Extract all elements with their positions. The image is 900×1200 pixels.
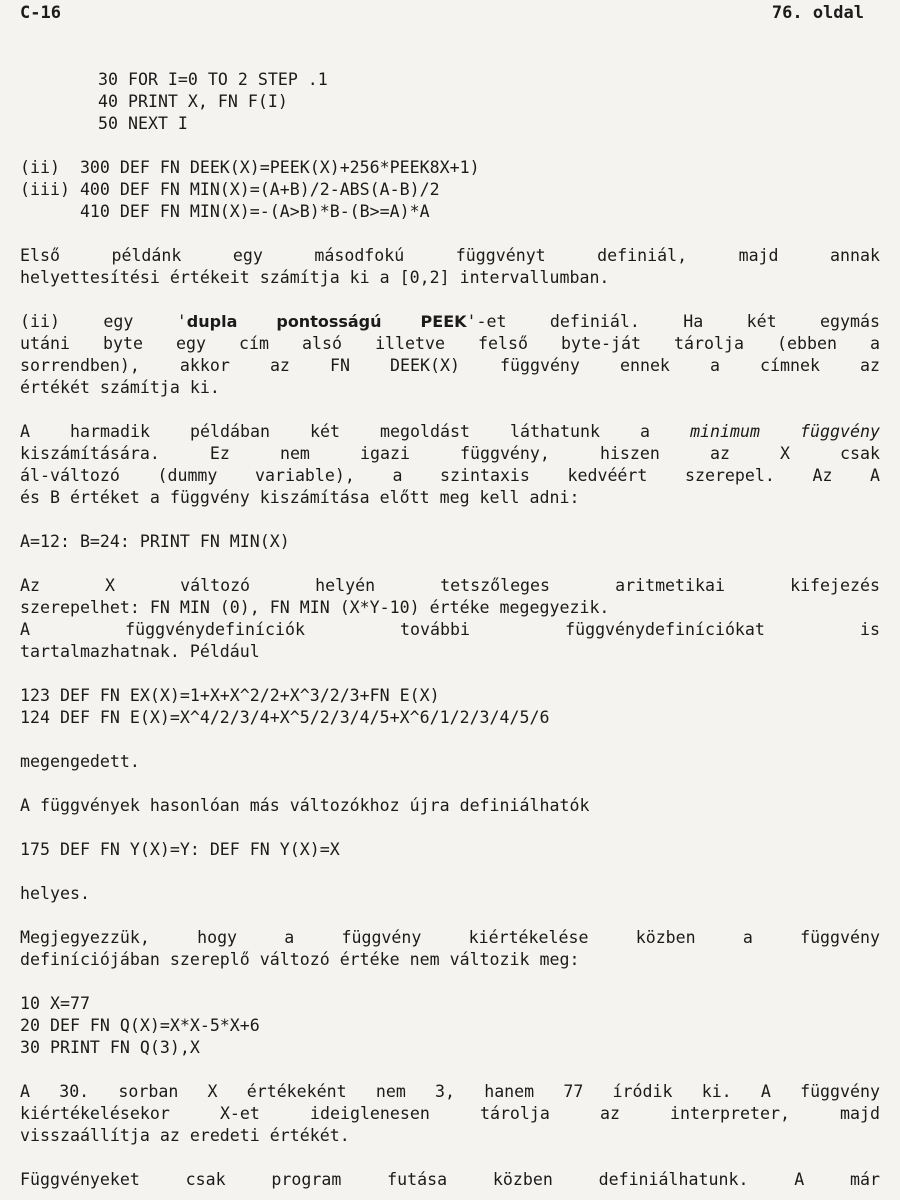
paragraph-line: Első példánk egy másodfokú függvényt definiál, majd annak (20, 246, 880, 265)
code-line: 50 NEXT I (98, 114, 188, 133)
code-line: 10 X=77 (20, 994, 90, 1013)
code-line: 124 DEF FN E(X)=X^4/2/3/4+X^5/2/3/4/5+X^6/1/2/3/4/5/6 (20, 708, 550, 727)
paragraph-line: Az X változó helyén tetszőleges aritmetikai kifejezés (20, 576, 880, 595)
paragraph-line: A harmadik példában két megoldást láthatunk a minimum függvény (20, 422, 880, 441)
paragraph-line: A függvények hasonlóan más változókhoz újra definiálhatók (20, 796, 590, 815)
code-line: 40 PRINT X, FN F(I) (98, 92, 288, 111)
paragraph-line: sorrendben), akkor az FN DEEK(X) függvény ennek a címnek az (20, 356, 880, 375)
paragraph-line: definíciójában szereplő változó értéke nem változik meg: (20, 950, 580, 969)
code-line: 123 DEF FN EX(X)=1+X+X^2/2+X^3/2/3+FN E(X) (20, 686, 440, 705)
code-line: 30 PRINT FN Q(3),X (20, 1038, 200, 1057)
paragraph-line: megengedett. (20, 752, 140, 771)
paragraph-line: ál-változó (dummy variable), a szintaxis kedvéért szerepel. Az A (20, 466, 880, 485)
paragraph-line: A függvénydefiníciók további függvénydefiníciókat is (20, 620, 880, 639)
page-section-code: C-16 (20, 3, 61, 23)
code-line: 175 DEF FN Y(X)=Y: DEF FN Y(X)=X (20, 840, 340, 859)
page-number: 76. oldal (771, 3, 864, 23)
paragraph-line: (ii) egy 'dupla pontosságú PEEK'-et definiál. Ha két egymás (20, 312, 881, 331)
bold-term: dupla pontosságú PEEK (186, 312, 467, 331)
paragraph-line: tartalmazhatnak. Például (20, 642, 260, 661)
paragraph-line: utáni byte egy cím alsó illetve felső byte-ját tárolja (ebben a (20, 334, 880, 353)
italic-term: minimum függvény (690, 422, 880, 441)
paragraph-line: kiértékelésekor X-et ideiglenesen tárolja az interpreter, majd (20, 1104, 880, 1123)
code-line: A=12: B=24: PRINT FN MIN(X) (20, 532, 290, 551)
paragraph-line: visszaállítja az eredeti értékét. (20, 1126, 350, 1145)
code-line: 20 DEF FN Q(X)=X*X-5*X+6 (20, 1016, 260, 1035)
code-line: (iii) 400 DEF FN MIN(X)=(A+B)/2-ABS(A-B)/2 (20, 180, 440, 199)
paragraph-line: Függvényeket csak program futása közben definiálhatunk. A már (20, 1170, 880, 1189)
paragraph-line: A 30. sorban X értékeként nem 3, hanem 77 íródik ki. A függvény (20, 1082, 880, 1101)
paragraph-line: kiszámítására. Ez nem igazi függvény, hiszen az X csak (20, 444, 880, 463)
code-line: 30 FOR I=0 TO 2 STEP .1 (98, 70, 328, 89)
paragraph-line: és B értéket a függvény kiszámítása előtt meg kell adni: (20, 488, 580, 507)
paragraph-line: értékét számítja ki. (20, 378, 220, 397)
paragraph-line: helyes. (20, 884, 90, 903)
code-line: 410 DEF FN MIN(X)=-(A>B)*B-(B>=A)*A (20, 202, 430, 221)
code-line: (ii) 300 DEF FN DEEK(X)=PEEK(X)+256*PEEK8X+1) (20, 158, 480, 177)
paragraph-line: Megjegyezzük, hogy a függvény kiértékelése közben a függvény (20, 928, 880, 947)
paragraph-line: szerepelhet: FN MIN (0), FN MIN (X*Y-10) értéke megegyezik. (20, 598, 610, 617)
paragraph-line: helyettesítési értékeit számítja ki a [0,2] intervallumban. (20, 268, 610, 287)
